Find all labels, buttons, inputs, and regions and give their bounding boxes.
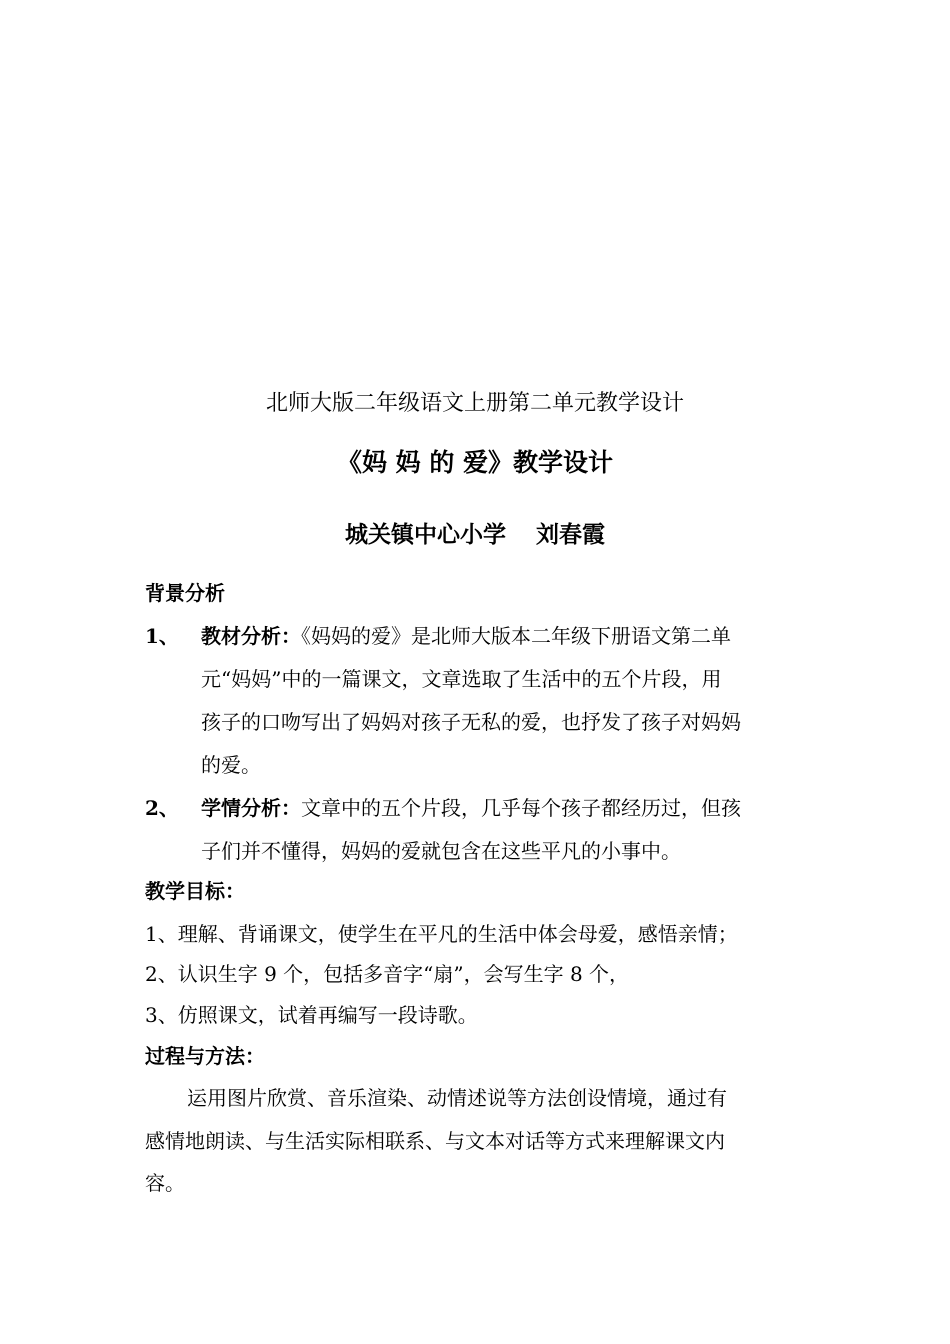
item-number: 2、 [145,796,179,820]
list-item-line [201,621,811,651]
list-item-line [201,793,811,823]
goal-item: 1、理解、背诵课文，使学生在平凡的生活中体会母爱，感悟亲情； [145,922,738,946]
list-item-line: 的爱。 [201,753,261,777]
document-title: 《妈 妈 的 爱》教学设计 [336,448,614,477]
section-heading-goals: 教学目标： [145,879,245,903]
paragraph-line: 感情地朗读、与生活实际相联系、与文本对话等方式来理解课文内 [145,1129,725,1153]
school-name: 城关镇中心小学 [345,521,506,548]
list-item-line: 子们并不懂得，妈妈的爱就包含在这些平凡的小事中。 [201,839,681,863]
document-subtitle: 北师大版二年级语文上册第二单元教学设计 [265,391,684,416]
item-text: 《妈妈的爱》是北师大版本二年级下册语文第二单 [301,624,731,648]
item-number: 1、 [145,624,179,648]
section-heading-background: 背景分析 [145,581,225,605]
list-item-line: 孩子的口吻写出了妈妈对孩子无私的爱，也抒发了孩子对妈妈 [201,710,741,734]
author-line [0,517,950,553]
section-heading-process: 过程与方法： [145,1044,265,1068]
goal-item: 3、仿照课文，试着再编写一段诗歌。 [145,1003,478,1027]
item-text: 文章中的五个片段，几乎每个孩子都经历过，但孩 [301,796,741,820]
item-label: 学情分析： [201,796,301,820]
paragraph-line: 运用图片欣赏、音乐渲染、动情述说等方法创设情境，通过有 [187,1086,727,1110]
goal-item: 2、认识生字 9 个，包括多音字“扇”，会写生字 8 个， [145,962,630,986]
list-item-line: 元“妈妈”中的一篇课文，文章选取了生活中的五个片段，用 [201,667,722,691]
author-name: 刘春霞 [536,521,605,548]
paragraph-line: 容。 [145,1171,185,1195]
item-label: 教材分析： [201,624,301,648]
